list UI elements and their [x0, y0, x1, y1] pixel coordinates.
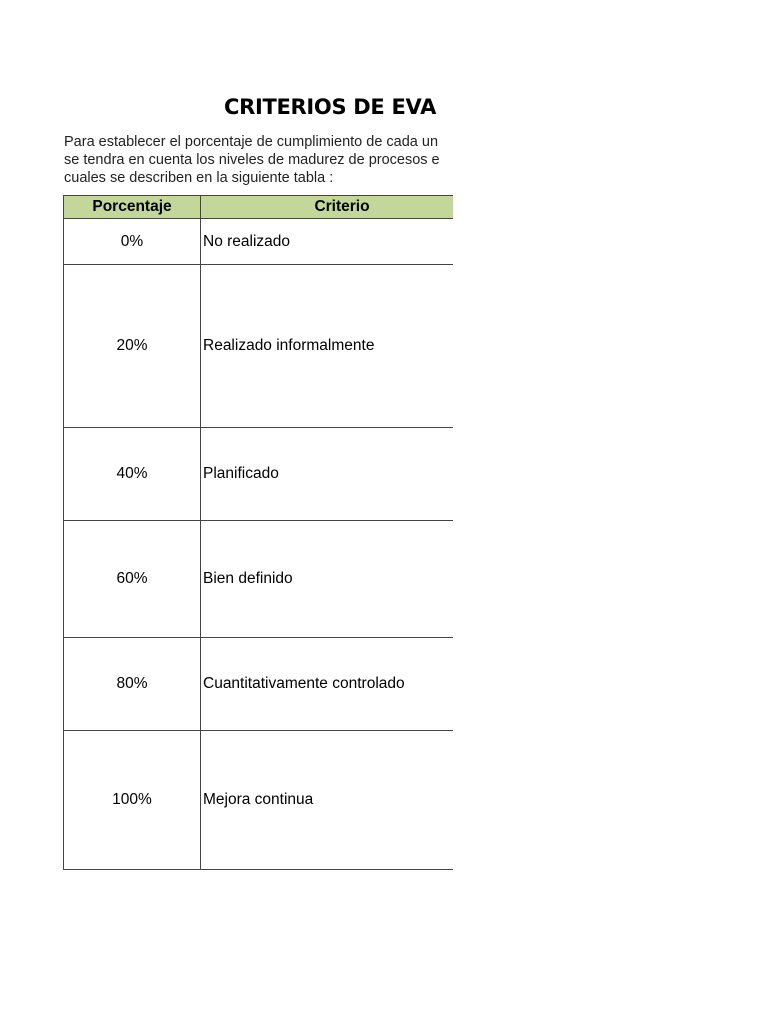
criterio-cell: Cuantitativamente controlado: [201, 638, 454, 731]
percent-cell: 0%: [64, 219, 201, 265]
criterio-cell: No realizado: [201, 219, 454, 265]
percent-cell: 60%: [64, 521, 201, 638]
intro-paragraph: [64, 133, 453, 187]
criteria-table: [63, 195, 453, 870]
page-title: CRITERIOS DE EVA: [223, 95, 437, 119]
table-row: [64, 219, 454, 265]
table-row: [64, 265, 454, 428]
table-row: [64, 428, 454, 521]
criterio-cell: Planificado: [201, 428, 454, 521]
percent-cell: 40%: [64, 428, 201, 521]
criterio-cell: Bien definido: [201, 521, 454, 638]
table-header-row: [64, 196, 454, 219]
percent-cell: 100%: [64, 731, 201, 870]
percent-cell: 80%: [64, 638, 201, 731]
table-row: [64, 731, 454, 870]
table-row: [64, 521, 454, 638]
criterio-cell: Mejora continua: [201, 731, 454, 870]
criterio-cell: Realizado informalmente: [201, 265, 454, 428]
intro-line: se tendra en cuenta los niveles de madurez de procesos e: [64, 152, 440, 168]
percent-cell: 20%: [64, 265, 201, 428]
header-porcentaje: Porcentaje: [64, 196, 201, 219]
intro-line: cuales se describen en la siguiente tabla :: [64, 170, 334, 186]
table-row: [64, 638, 454, 731]
intro-line: Para establecer el porcentaje de cumplimiento de cada un: [64, 134, 439, 150]
header-criterio: Criterio: [201, 196, 454, 219]
